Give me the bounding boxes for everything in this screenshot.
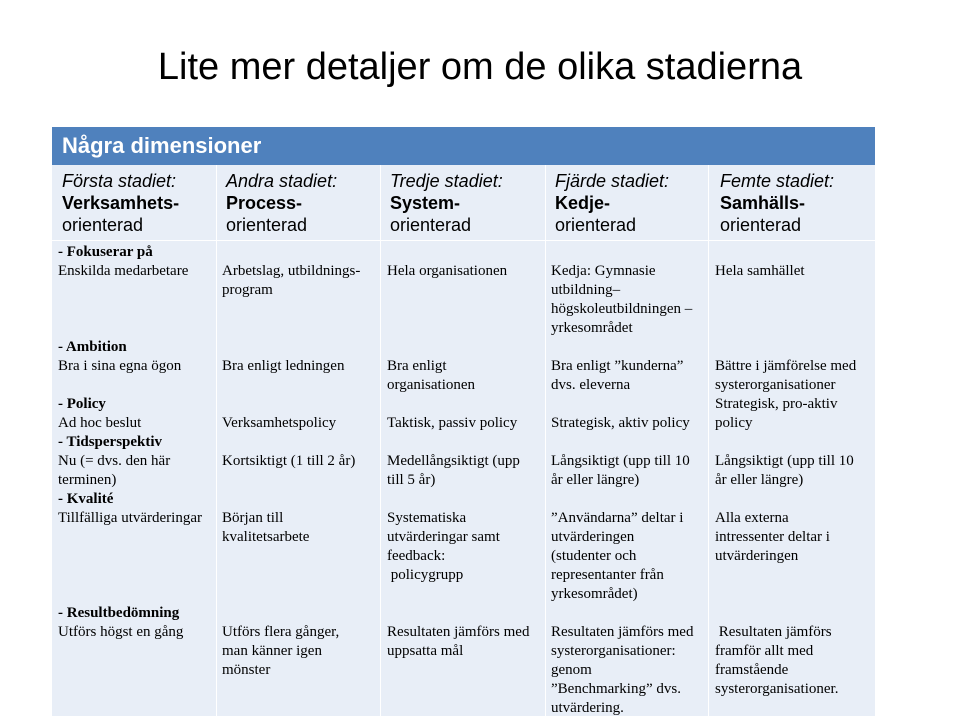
stage-number: Fjärde stadiet: (555, 171, 670, 191)
stage-suffix: orienterad (226, 215, 308, 235)
cell-kvalite-3: Systematiska utvärderingar samt feedback: policygrupp (387, 510, 500, 583)
row-label-kvalite: - Kvalité (58, 491, 114, 507)
header-divider (52, 240, 875, 241)
cell-kvalite-4: ”Användarna” deltar i utvärderingen (studenter och representanter från yrkesområdet) (551, 510, 684, 602)
cell-ambition-4: Bra enligt ”kunderna” dvs. eleverna (551, 358, 684, 393)
cell-ambition-3: Bra enligt organisationen (387, 358, 476, 393)
cell-fokus-5: Hela samhället (715, 263, 805, 279)
stage-number: Femte stadiet: (720, 171, 835, 191)
cell-fokus-2: Arbetslag, utbildnings- program (222, 263, 361, 298)
stage-header-4 (555, 170, 669, 236)
stage-suffix: orienterad (390, 215, 472, 235)
stage-name: Process- (226, 193, 303, 213)
stage-number: Andra stadiet: (226, 171, 338, 191)
cell-policy-2: Verksamhetspolicy (222, 415, 337, 431)
cell-ambition-5: Bättre i jämförelse med systerorganisationer (715, 358, 857, 393)
cell-fokus-4: Kedja: Gymnasie utbildning– högskoleutbildningen – yrkesområdet (551, 263, 693, 336)
cell-tid-4: Långsiktigt (upp till 10 år eller längre) (551, 453, 690, 488)
column-divider (708, 165, 709, 716)
row-label-ambition: - Ambition (58, 339, 127, 355)
stage-number: Tredje stadiet: (390, 171, 503, 191)
cell-tid-5: Långsiktigt (upp till 10 år eller längre) (715, 453, 854, 488)
row-label-resultat: - Resultbedömning (58, 605, 180, 621)
cell-fokus-1: Enskilda medarbetare (58, 263, 189, 279)
cell-kvalite-1: Tillfälliga utvärderingar (58, 510, 202, 526)
stage-suffix: orienterad (62, 215, 144, 235)
stage-suffix: orienterad (555, 215, 637, 235)
row-label-tidsperspektiv: - Tidsperspektiv (58, 434, 163, 450)
cell-ambition-1: Bra i sina egna ögon (58, 358, 182, 374)
cell-policy-5: Strategisk, pro-aktiv policy (715, 396, 838, 431)
cell-policy-4: Strategisk, aktiv policy (551, 415, 690, 431)
cell-tid-1: Nu (= dvs. den här terminen) (58, 453, 171, 488)
column-divider (380, 165, 381, 716)
cell-kvalite-5: Alla externa intressenter deltar i utvärderingen (715, 510, 830, 564)
stage-header-2 (226, 170, 337, 236)
column-divider (216, 165, 217, 716)
cell-kvalite-2: Början till kvalitetsarbete (222, 510, 310, 545)
stage-name: Kedje- (555, 193, 611, 213)
cell-fokus-3: Hela organisationen (387, 263, 508, 279)
stage-name: System- (390, 193, 461, 213)
cell-tid-3: Medellångsiktigt (upp till 5 år) (387, 453, 520, 488)
cell-policy-1: Ad hoc beslut (58, 415, 142, 431)
stage-header-3 (390, 170, 503, 236)
cell-resultat-1: Utförs högst en gång (58, 624, 184, 640)
cell-resultat-5: Resultaten jämförs framför allt med framstående systerorganisationer. (715, 624, 839, 697)
cell-ambition-2: Bra enligt ledningen (222, 358, 345, 374)
dimensions-label: Några dimensioner (62, 133, 262, 158)
cell-policy-3: Taktisk, passiv policy (387, 415, 518, 431)
stage-header-1 (62, 170, 179, 236)
stage-suffix: orienterad (720, 215, 802, 235)
cell-resultat-2: Utförs flera gånger, man känner igen mönster (222, 624, 340, 678)
stage-number: Första stadiet: (62, 171, 177, 191)
stage-name: Samhälls- (720, 193, 806, 213)
row-label-fokus: - Fokuserar på (58, 244, 153, 260)
stage-name: Verksamhets- (62, 193, 180, 213)
column-divider (545, 165, 546, 716)
cell-resultat-3: Resultaten jämförs med uppsatta mål (387, 624, 530, 659)
slide-title: Lite mer detaljer om de olika stadierna (157, 46, 803, 88)
row-label-policy: - Policy (58, 396, 106, 412)
cell-resultat-4: Resultaten jämförs med systerorganisationer: genom ”Benchmarking” dvs. utvärdering. (551, 624, 694, 716)
cell-tid-2: Kortsiktigt (1 till 2 år) (222, 453, 356, 469)
stage-header-5 (720, 170, 834, 236)
